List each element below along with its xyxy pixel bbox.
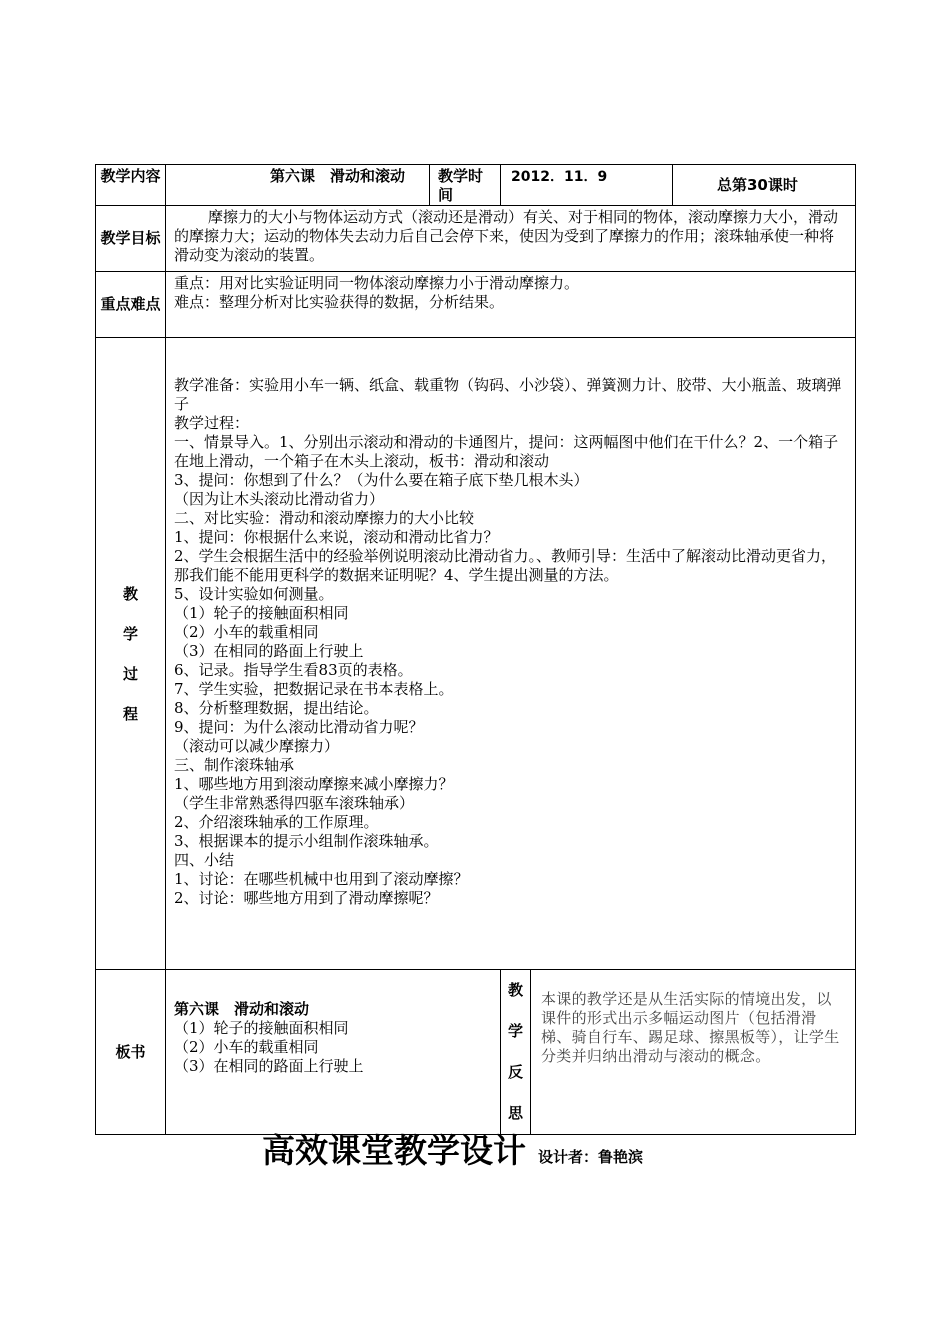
objectives-row [96, 206, 856, 272]
time-label: 教学时间 [430, 165, 501, 206]
process-line: 2、学生会根据生活中的经验举例说明滚动比滑动省力。、教师引导：生活中了解滚动比滑动更省力，那我们能不能用更科学的数据来证明呢？4、学生提出测量的方法。 [174, 547, 837, 584]
process-line: 二、对比实验：滑动和滚动摩擦力的大小比较 [174, 509, 475, 527]
reflection-label [501, 970, 531, 1135]
page-footer [262, 1125, 643, 1172]
process-line: （因为让木头滚动比滑动省力） [174, 490, 385, 508]
process-line: 8、分析整理数据，提出结论。 [174, 699, 379, 717]
lesson-title: 第六课 滑动和滚动 [166, 165, 430, 206]
lesson-plan-table [95, 164, 856, 1135]
process-line: 9、提问：为什么滚动比滑动省力呢？ [174, 718, 424, 736]
objectives-label: 教学目标 [96, 206, 166, 272]
reflection-label-char: 思 [507, 1104, 523, 1122]
board-title: 第六课 滑动和滚动 [174, 1000, 310, 1018]
process-line: 一、情景导入。1、分别出示滚动和滑动的卡通图片，提问：这两幅图中他们在干什么？2、一个箱子在地上滑动，一个箱子在木头上滚动，板书：滑动和滚动 [174, 433, 839, 470]
reflection-label-char: 教 [507, 981, 523, 999]
process-line: 2、讨论：哪些地方用到了滑动摩擦呢？ [174, 889, 439, 907]
key-points-cell [166, 272, 856, 338]
footer-title: 高效课堂教学设计 [262, 1131, 526, 1170]
process-line: 5、设计实验如何测量。 [174, 585, 334, 603]
process-line: 6、记录。指导学生看83页的表格。 [174, 661, 413, 679]
board-label: 板书 [96, 970, 166, 1135]
process-line: （学生非常熟悉得四驱车滚珠轴承） [174, 794, 415, 812]
reflection-label-char: 反 [507, 1063, 523, 1081]
reflection-label-char: 学 [507, 1022, 523, 1040]
process-line: 教学过程： [174, 414, 250, 432]
process-label-char: 教 [122, 584, 138, 603]
process-row [96, 338, 856, 970]
board-line: （3）在相同的路面上行驶上 [174, 1057, 364, 1075]
process-line: 3、根据课本的提示小组制作滚珠轴承。 [174, 832, 439, 850]
key-points-label: 重点难点 [96, 272, 166, 338]
board-row [96, 970, 856, 1135]
process-content [166, 338, 856, 970]
objectives-text: 摩擦力的大小与物体运动方式（滚动还是滑动）有关、对于相同的物体，滚动摩擦力大小，滑动的摩擦力大；运动的物体失去动力后自己会停下来，使因为受到了摩擦力的作用；滚珠轴承使一种将滑动变为滚动的装置。 [166, 206, 856, 272]
reflection-text: 本课的教学还是从生活实际的情境出发，以课件的形式出示多幅运动图片（包括滑滑梯、骑自行车、踢足球、擦黑板等），让学生分类并归纳出滑动与滚动的概念。 [531, 970, 856, 1135]
process-label [96, 338, 166, 970]
process-line: 1、提问：你根据什么来说，滚动和滑动比省力？ [174, 528, 499, 546]
header-row [96, 165, 856, 206]
difficulty-text: 难点：整理分析对比实验获得的数据，分析结果。 [174, 293, 505, 311]
process-line: 2、介绍滚珠轴承的工作原理。 [174, 813, 379, 831]
process-label-char: 过 [122, 664, 138, 683]
process-label-char: 学 [122, 624, 138, 643]
board-content [166, 970, 501, 1135]
process-line: （1）轮子的接触面积相同 [174, 604, 349, 622]
key-points-row [96, 272, 856, 338]
process-line: 7、学生实验，把数据记录在书本表格上。 [174, 680, 454, 698]
process-line: 1、哪些地方用到滚动摩擦来减小摩擦力？ [174, 775, 454, 793]
focus-text: 重点：用对比实验证明同一物体滚动摩擦力小于滑动摩擦力。 [174, 274, 580, 292]
lesson-date: 2012．11．9 [501, 165, 673, 206]
process-line: 1、讨论：在哪些机械中也用到了滚动摩擦？ [174, 870, 469, 888]
process-line: 四、小结 [174, 851, 235, 869]
period-count: 总第30课时 [673, 165, 856, 206]
process-line: 教学准备：实验用小车一辆、纸盒、载重物（钩码、小沙袋）、弹簧测力计、胶带、大小瓶盖、玻璃弹子 [174, 376, 842, 413]
process-line: （2）小车的载重相同 [174, 623, 319, 641]
process-line: （滚动可以减少摩擦力） [174, 737, 340, 755]
content-label: 教学内容 [96, 165, 166, 206]
process-label-char: 程 [122, 704, 138, 723]
footer-designer: 设计者：鲁艳滨 [538, 1148, 644, 1166]
board-line: （1）轮子的接触面积相同 [174, 1019, 349, 1037]
process-line: （3）在相同的路面上行驶上 [174, 642, 364, 660]
process-line: 三、制作滚珠轴承 [174, 756, 295, 774]
process-line: 3、提问：你想到了什么？（为什么要在箱子底下垫几根木头） [174, 471, 589, 489]
board-line: （2）小车的载重相同 [174, 1038, 319, 1056]
